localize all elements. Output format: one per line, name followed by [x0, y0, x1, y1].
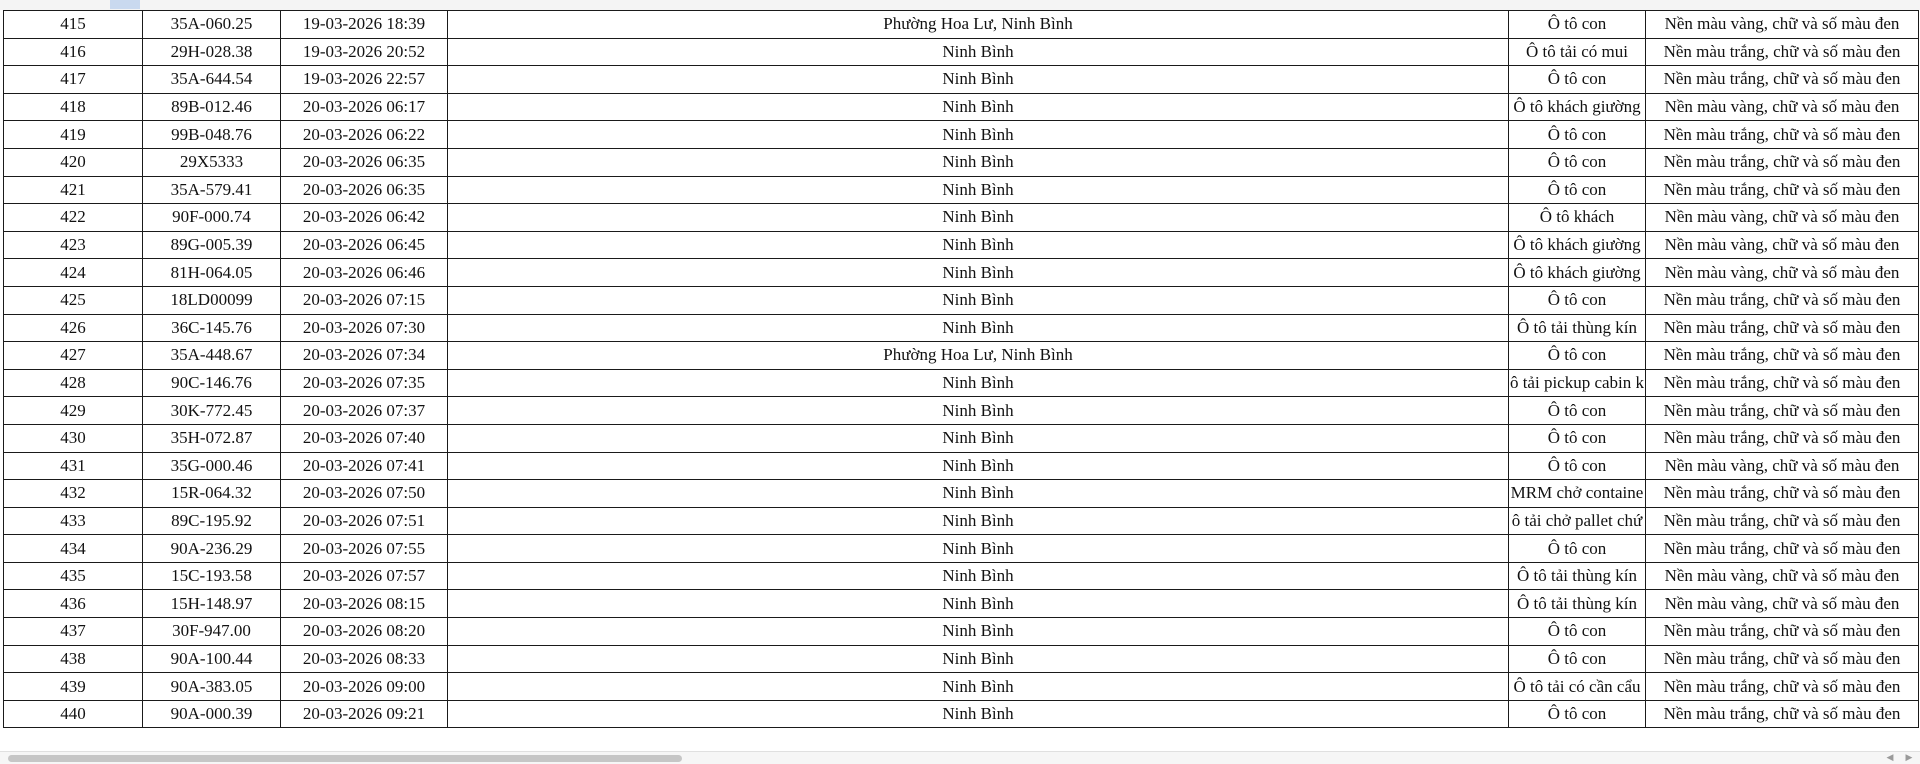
vehicle-type-cell[interactable]: Ô tô tải thùng kín: [1509, 314, 1646, 342]
license-plate-cell[interactable]: 90C-146.76: [143, 369, 281, 397]
row-number-cell[interactable]: 422: [4, 204, 143, 232]
row-number-cell[interactable]: 431: [4, 452, 143, 480]
timestamp-cell[interactable]: 20-03-2026 07:57: [281, 562, 448, 590]
plate-color-cell[interactable]: Nền màu trắng, chữ và số màu đen: [1646, 342, 1919, 370]
timestamp-cell[interactable]: 20-03-2026 07:34: [281, 342, 448, 370]
table-row[interactable]: [4, 452, 1919, 480]
vehicle-type-cell[interactable]: Ô tô khách giường: [1509, 259, 1646, 287]
location-cell[interactable]: Ninh Bình: [448, 618, 1509, 646]
vehicle-type-cell[interactable]: Ô tô con: [1509, 66, 1646, 94]
location-cell[interactable]: Ninh Bình: [448, 176, 1509, 204]
plate-color-cell[interactable]: Nền màu trắng, chữ và số màu đen: [1646, 121, 1919, 149]
location-cell[interactable]: Ninh Bình: [448, 700, 1509, 728]
row-number-cell[interactable]: 415: [4, 11, 143, 39]
table-row[interactable]: [4, 562, 1919, 590]
table-row[interactable]: [4, 93, 1919, 121]
vehicle-type-cell[interactable]: Ô tô con: [1509, 176, 1646, 204]
vehicle-type-cell[interactable]: Ô tô khách giường: [1509, 93, 1646, 121]
table-row[interactable]: [4, 342, 1919, 370]
vehicle-type-cell[interactable]: Ô tô con: [1509, 11, 1646, 39]
timestamp-cell[interactable]: 20-03-2026 06:22: [281, 121, 448, 149]
plate-color-cell[interactable]: Nền màu vàng, chữ và số màu đen: [1646, 562, 1919, 590]
location-cell[interactable]: Ninh Bình: [448, 397, 1509, 425]
table-row[interactable]: [4, 66, 1919, 94]
row-number-cell[interactable]: 416: [4, 38, 143, 66]
location-cell[interactable]: Ninh Bình: [448, 535, 1509, 563]
plate-color-cell[interactable]: Nền màu trắng, chữ và số màu đen: [1646, 148, 1919, 176]
timestamp-cell[interactable]: 20-03-2026 08:33: [281, 645, 448, 673]
license-plate-cell[interactable]: 89B-012.46: [143, 93, 281, 121]
plate-color-cell[interactable]: Nền màu vàng, chữ và số màu đen: [1646, 590, 1919, 618]
row-number-cell[interactable]: 423: [4, 231, 143, 259]
license-plate-cell[interactable]: 35G-000.46: [143, 452, 281, 480]
table-row[interactable]: [4, 590, 1919, 618]
location-cell[interactable]: Ninh Bình: [448, 38, 1509, 66]
license-plate-cell[interactable]: 99B-048.76: [143, 121, 281, 149]
timestamp-cell[interactable]: 20-03-2026 07:40: [281, 424, 448, 452]
location-cell[interactable]: Ninh Bình: [448, 121, 1509, 149]
timestamp-cell[interactable]: 19-03-2026 18:39: [281, 11, 448, 39]
table-row[interactable]: [4, 204, 1919, 232]
plate-color-cell[interactable]: Nền màu vàng, chữ và số màu đen: [1646, 204, 1919, 232]
vehicle-type-cell[interactable]: ô tải pickup cabin k: [1509, 369, 1646, 397]
row-number-cell[interactable]: 434: [4, 535, 143, 563]
table-row[interactable]: [4, 397, 1919, 425]
row-number-cell[interactable]: 440: [4, 700, 143, 728]
license-plate-cell[interactable]: 15C-193.58: [143, 562, 281, 590]
license-plate-cell[interactable]: 90A-383.05: [143, 673, 281, 701]
license-plate-cell[interactable]: 36C-145.76: [143, 314, 281, 342]
timestamp-cell[interactable]: 20-03-2026 06:45: [281, 231, 448, 259]
license-plate-cell[interactable]: 89G-005.39: [143, 231, 281, 259]
table-row[interactable]: [4, 535, 1919, 563]
table-row[interactable]: [4, 645, 1919, 673]
location-cell[interactable]: Ninh Bình: [448, 231, 1509, 259]
plate-color-cell[interactable]: Nền màu trắng, chữ và số màu đen: [1646, 535, 1919, 563]
table-row[interactable]: [4, 148, 1919, 176]
plate-color-cell[interactable]: Nền màu trắng, chữ và số màu đen: [1646, 369, 1919, 397]
location-cell[interactable]: Ninh Bình: [448, 93, 1509, 121]
vehicle-type-cell[interactable]: Ô tô tải thùng kín: [1509, 562, 1646, 590]
table-row[interactable]: [4, 38, 1919, 66]
scrollbar-thumb[interactable]: [8, 755, 682, 762]
table-row[interactable]: [4, 673, 1919, 701]
location-cell[interactable]: Ninh Bình: [448, 452, 1509, 480]
license-plate-cell[interactable]: 29X5333: [143, 148, 281, 176]
plate-color-cell[interactable]: Nền màu trắng, chữ và số màu đen: [1646, 176, 1919, 204]
table-row[interactable]: [4, 618, 1919, 646]
row-number-cell[interactable]: 432: [4, 480, 143, 508]
table-row[interactable]: [4, 480, 1919, 508]
row-number-cell[interactable]: 426: [4, 314, 143, 342]
vehicle-type-cell[interactable]: MRM chở containe: [1509, 480, 1646, 508]
location-cell[interactable]: Ninh Bình: [448, 259, 1509, 287]
timestamp-cell[interactable]: 20-03-2026 08:20: [281, 618, 448, 646]
vehicle-type-cell[interactable]: ô tải chở pallet chứ: [1509, 507, 1646, 535]
license-plate-cell[interactable]: 90A-236.29: [143, 535, 281, 563]
table-row[interactable]: [4, 176, 1919, 204]
row-number-cell[interactable]: 417: [4, 66, 143, 94]
plate-color-cell[interactable]: Nền màu vàng, chữ và số màu đen: [1646, 231, 1919, 259]
timestamp-cell[interactable]: 19-03-2026 20:52: [281, 38, 448, 66]
plate-color-cell[interactable]: Nền màu trắng, chữ và số màu đen: [1646, 38, 1919, 66]
license-plate-cell[interactable]: 90F-000.74: [143, 204, 281, 232]
vehicle-type-cell[interactable]: Ô tô con: [1509, 618, 1646, 646]
location-cell[interactable]: Ninh Bình: [448, 480, 1509, 508]
location-cell[interactable]: Ninh Bình: [448, 369, 1509, 397]
vehicle-type-cell[interactable]: Ô tô con: [1509, 452, 1646, 480]
timestamp-cell[interactable]: 20-03-2026 08:15: [281, 590, 448, 618]
selected-column-header[interactable]: [110, 0, 140, 9]
timestamp-cell[interactable]: 20-03-2026 07:41: [281, 452, 448, 480]
timestamp-cell[interactable]: 19-03-2026 22:57: [281, 66, 448, 94]
plate-color-cell[interactable]: Nền màu trắng, chữ và số màu đen: [1646, 66, 1919, 94]
vehicle-type-cell[interactable]: Ô tô con: [1509, 397, 1646, 425]
license-plate-cell[interactable]: 35A-644.54: [143, 66, 281, 94]
vehicle-type-cell[interactable]: Ô tô con: [1509, 700, 1646, 728]
table-row[interactable]: [4, 259, 1919, 287]
row-number-cell[interactable]: 425: [4, 286, 143, 314]
row-number-cell[interactable]: 429: [4, 397, 143, 425]
license-plate-cell[interactable]: 35A-060.25: [143, 11, 281, 39]
table-row[interactable]: [4, 11, 1919, 39]
row-number-cell[interactable]: 421: [4, 176, 143, 204]
table-row[interactable]: [4, 231, 1919, 259]
plate-color-cell[interactable]: Nền màu vàng, chữ và số màu đen: [1646, 11, 1919, 39]
location-cell[interactable]: Ninh Bình: [448, 66, 1509, 94]
license-plate-cell[interactable]: 15H-148.97: [143, 590, 281, 618]
vehicle-type-cell[interactable]: Ô tô khách: [1509, 204, 1646, 232]
table-row[interactable]: [4, 286, 1919, 314]
timestamp-cell[interactable]: 20-03-2026 07:15: [281, 286, 448, 314]
row-number-cell[interactable]: 433: [4, 507, 143, 535]
location-cell[interactable]: Ninh Bình: [448, 286, 1509, 314]
vehicle-type-cell[interactable]: Ô tô con: [1509, 286, 1646, 314]
table-row[interactable]: [4, 507, 1919, 535]
chevron-right-icon[interactable]: ▶: [1905, 753, 1913, 763]
license-plate-cell[interactable]: 81H-064.05: [143, 259, 281, 287]
license-plate-cell[interactable]: 89C-195.92: [143, 507, 281, 535]
row-number-cell[interactable]: 424: [4, 259, 143, 287]
row-number-cell[interactable]: 436: [4, 590, 143, 618]
location-cell[interactable]: Ninh Bình: [448, 204, 1509, 232]
license-plate-cell[interactable]: 90A-100.44: [143, 645, 281, 673]
timestamp-cell[interactable]: 20-03-2026 09:21: [281, 700, 448, 728]
location-cell[interactable]: Ninh Bình: [448, 148, 1509, 176]
plate-color-cell[interactable]: Nền màu trắng, chữ và số màu đen: [1646, 424, 1919, 452]
row-number-cell[interactable]: 435: [4, 562, 143, 590]
location-cell[interactable]: Ninh Bình: [448, 424, 1509, 452]
table-row[interactable]: [4, 369, 1919, 397]
license-plate-cell[interactable]: 35A-579.41: [143, 176, 281, 204]
row-number-cell[interactable]: 439: [4, 673, 143, 701]
location-cell[interactable]: Ninh Bình: [448, 562, 1509, 590]
plate-color-cell[interactable]: Nền màu trắng, chữ và số màu đen: [1646, 618, 1919, 646]
location-cell[interactable]: Phường Hoa Lư, Ninh Bình: [448, 11, 1509, 39]
vehicle-type-cell[interactable]: Ô tô tải có mui: [1509, 38, 1646, 66]
license-plate-cell[interactable]: 15R-064.32: [143, 480, 281, 508]
vehicle-type-cell[interactable]: Ô tô con: [1509, 121, 1646, 149]
plate-color-cell[interactable]: Nền màu trắng, chữ và số màu đen: [1646, 286, 1919, 314]
plate-color-cell[interactable]: Nền màu trắng, chữ và số màu đen: [1646, 314, 1919, 342]
row-number-cell[interactable]: 428: [4, 369, 143, 397]
plate-color-cell[interactable]: Nền màu trắng, chữ và số màu đen: [1646, 480, 1919, 508]
grid-body: [4, 11, 1919, 728]
timestamp-cell[interactable]: 20-03-2026 09:00: [281, 673, 448, 701]
column-header-strip: [0, 0, 1920, 10]
location-cell[interactable]: Ninh Bình: [448, 590, 1509, 618]
timestamp-cell[interactable]: 20-03-2026 06:35: [281, 148, 448, 176]
table-row[interactable]: [4, 121, 1919, 149]
horizontal-scrollbar[interactable]: [0, 751, 1920, 764]
location-cell[interactable]: Phường Hoa Lư, Ninh Bình: [448, 342, 1509, 370]
vehicle-type-cell[interactable]: Ô tô con: [1509, 342, 1646, 370]
license-plate-cell[interactable]: 18LD00099: [143, 286, 281, 314]
row-number-cell[interactable]: 437: [4, 618, 143, 646]
license-plate-cell[interactable]: 30F-947.00: [143, 618, 281, 646]
location-cell[interactable]: Ninh Bình: [448, 507, 1509, 535]
license-plate-cell[interactable]: 90A-000.39: [143, 700, 281, 728]
row-number-cell[interactable]: 427: [4, 342, 143, 370]
plate-color-cell[interactable]: Nền màu trắng, chữ và số màu đen: [1646, 700, 1919, 728]
license-plate-cell[interactable]: 35H-072.87: [143, 424, 281, 452]
table-row[interactable]: [4, 424, 1919, 452]
plate-color-cell[interactable]: Nền màu trắng, chữ và số màu đen: [1646, 673, 1919, 701]
plate-color-cell[interactable]: Nền màu trắng, chữ và số màu đen: [1646, 397, 1919, 425]
plate-color-cell[interactable]: Nền màu trắng, chữ và số màu đen: [1646, 507, 1919, 535]
location-cell[interactable]: Ninh Bình: [448, 645, 1509, 673]
row-number-cell[interactable]: 418: [4, 93, 143, 121]
timestamp-cell[interactable]: 20-03-2026 07:35: [281, 369, 448, 397]
plate-color-cell[interactable]: Nền màu trắng, chữ và số màu đen: [1646, 645, 1919, 673]
plate-color-cell[interactable]: Nền màu vàng, chữ và số màu đen: [1646, 259, 1919, 287]
vehicle-type-cell[interactable]: Ô tô con: [1509, 645, 1646, 673]
timestamp-cell[interactable]: 20-03-2026 06:46: [281, 259, 448, 287]
row-number-cell[interactable]: 438: [4, 645, 143, 673]
timestamp-cell[interactable]: 20-03-2026 07:50: [281, 480, 448, 508]
vehicle-type-cell[interactable]: Ô tô con: [1509, 535, 1646, 563]
vehicle-type-cell[interactable]: Ô tô tải thùng kín: [1509, 590, 1646, 618]
row-number-cell[interactable]: 430: [4, 424, 143, 452]
timestamp-cell[interactable]: 20-03-2026 06:42: [281, 204, 448, 232]
timestamp-cell[interactable]: 20-03-2026 07:30: [281, 314, 448, 342]
vehicle-type-cell[interactable]: Ô tô khách giường: [1509, 231, 1646, 259]
location-cell[interactable]: Ninh Bình: [448, 673, 1509, 701]
timestamp-cell[interactable]: 20-03-2026 07:55: [281, 535, 448, 563]
plate-color-cell[interactable]: Nền màu vàng, chữ và số màu đen: [1646, 93, 1919, 121]
timestamp-cell[interactable]: 20-03-2026 06:17: [281, 93, 448, 121]
vehicle-type-cell[interactable]: Ô tô con: [1509, 424, 1646, 452]
row-number-cell[interactable]: 419: [4, 121, 143, 149]
table-row[interactable]: [4, 700, 1919, 728]
license-plate-cell[interactable]: 29H-028.38: [143, 38, 281, 66]
chevron-left-icon[interactable]: ◀: [1886, 753, 1894, 763]
timestamp-cell[interactable]: 20-03-2026 06:35: [281, 176, 448, 204]
timestamp-cell[interactable]: 20-03-2026 07:37: [281, 397, 448, 425]
vehicle-type-cell[interactable]: Ô tô con: [1509, 148, 1646, 176]
license-plate-cell[interactable]: 35A-448.67: [143, 342, 281, 370]
timestamp-cell[interactable]: 20-03-2026 07:51: [281, 507, 448, 535]
row-number-cell[interactable]: 420: [4, 148, 143, 176]
table-row[interactable]: [4, 314, 1919, 342]
vehicle-type-cell[interactable]: Ô tô tải có cần cẩu: [1509, 673, 1646, 701]
grid-viewport[interactable]: [3, 10, 1920, 751]
location-cell[interactable]: Ninh Bình: [448, 314, 1509, 342]
license-plate-cell[interactable]: 30K-772.45: [143, 397, 281, 425]
plate-color-cell[interactable]: Nền màu vàng, chữ và số màu đen: [1646, 452, 1919, 480]
data-grid: [3, 10, 1919, 728]
